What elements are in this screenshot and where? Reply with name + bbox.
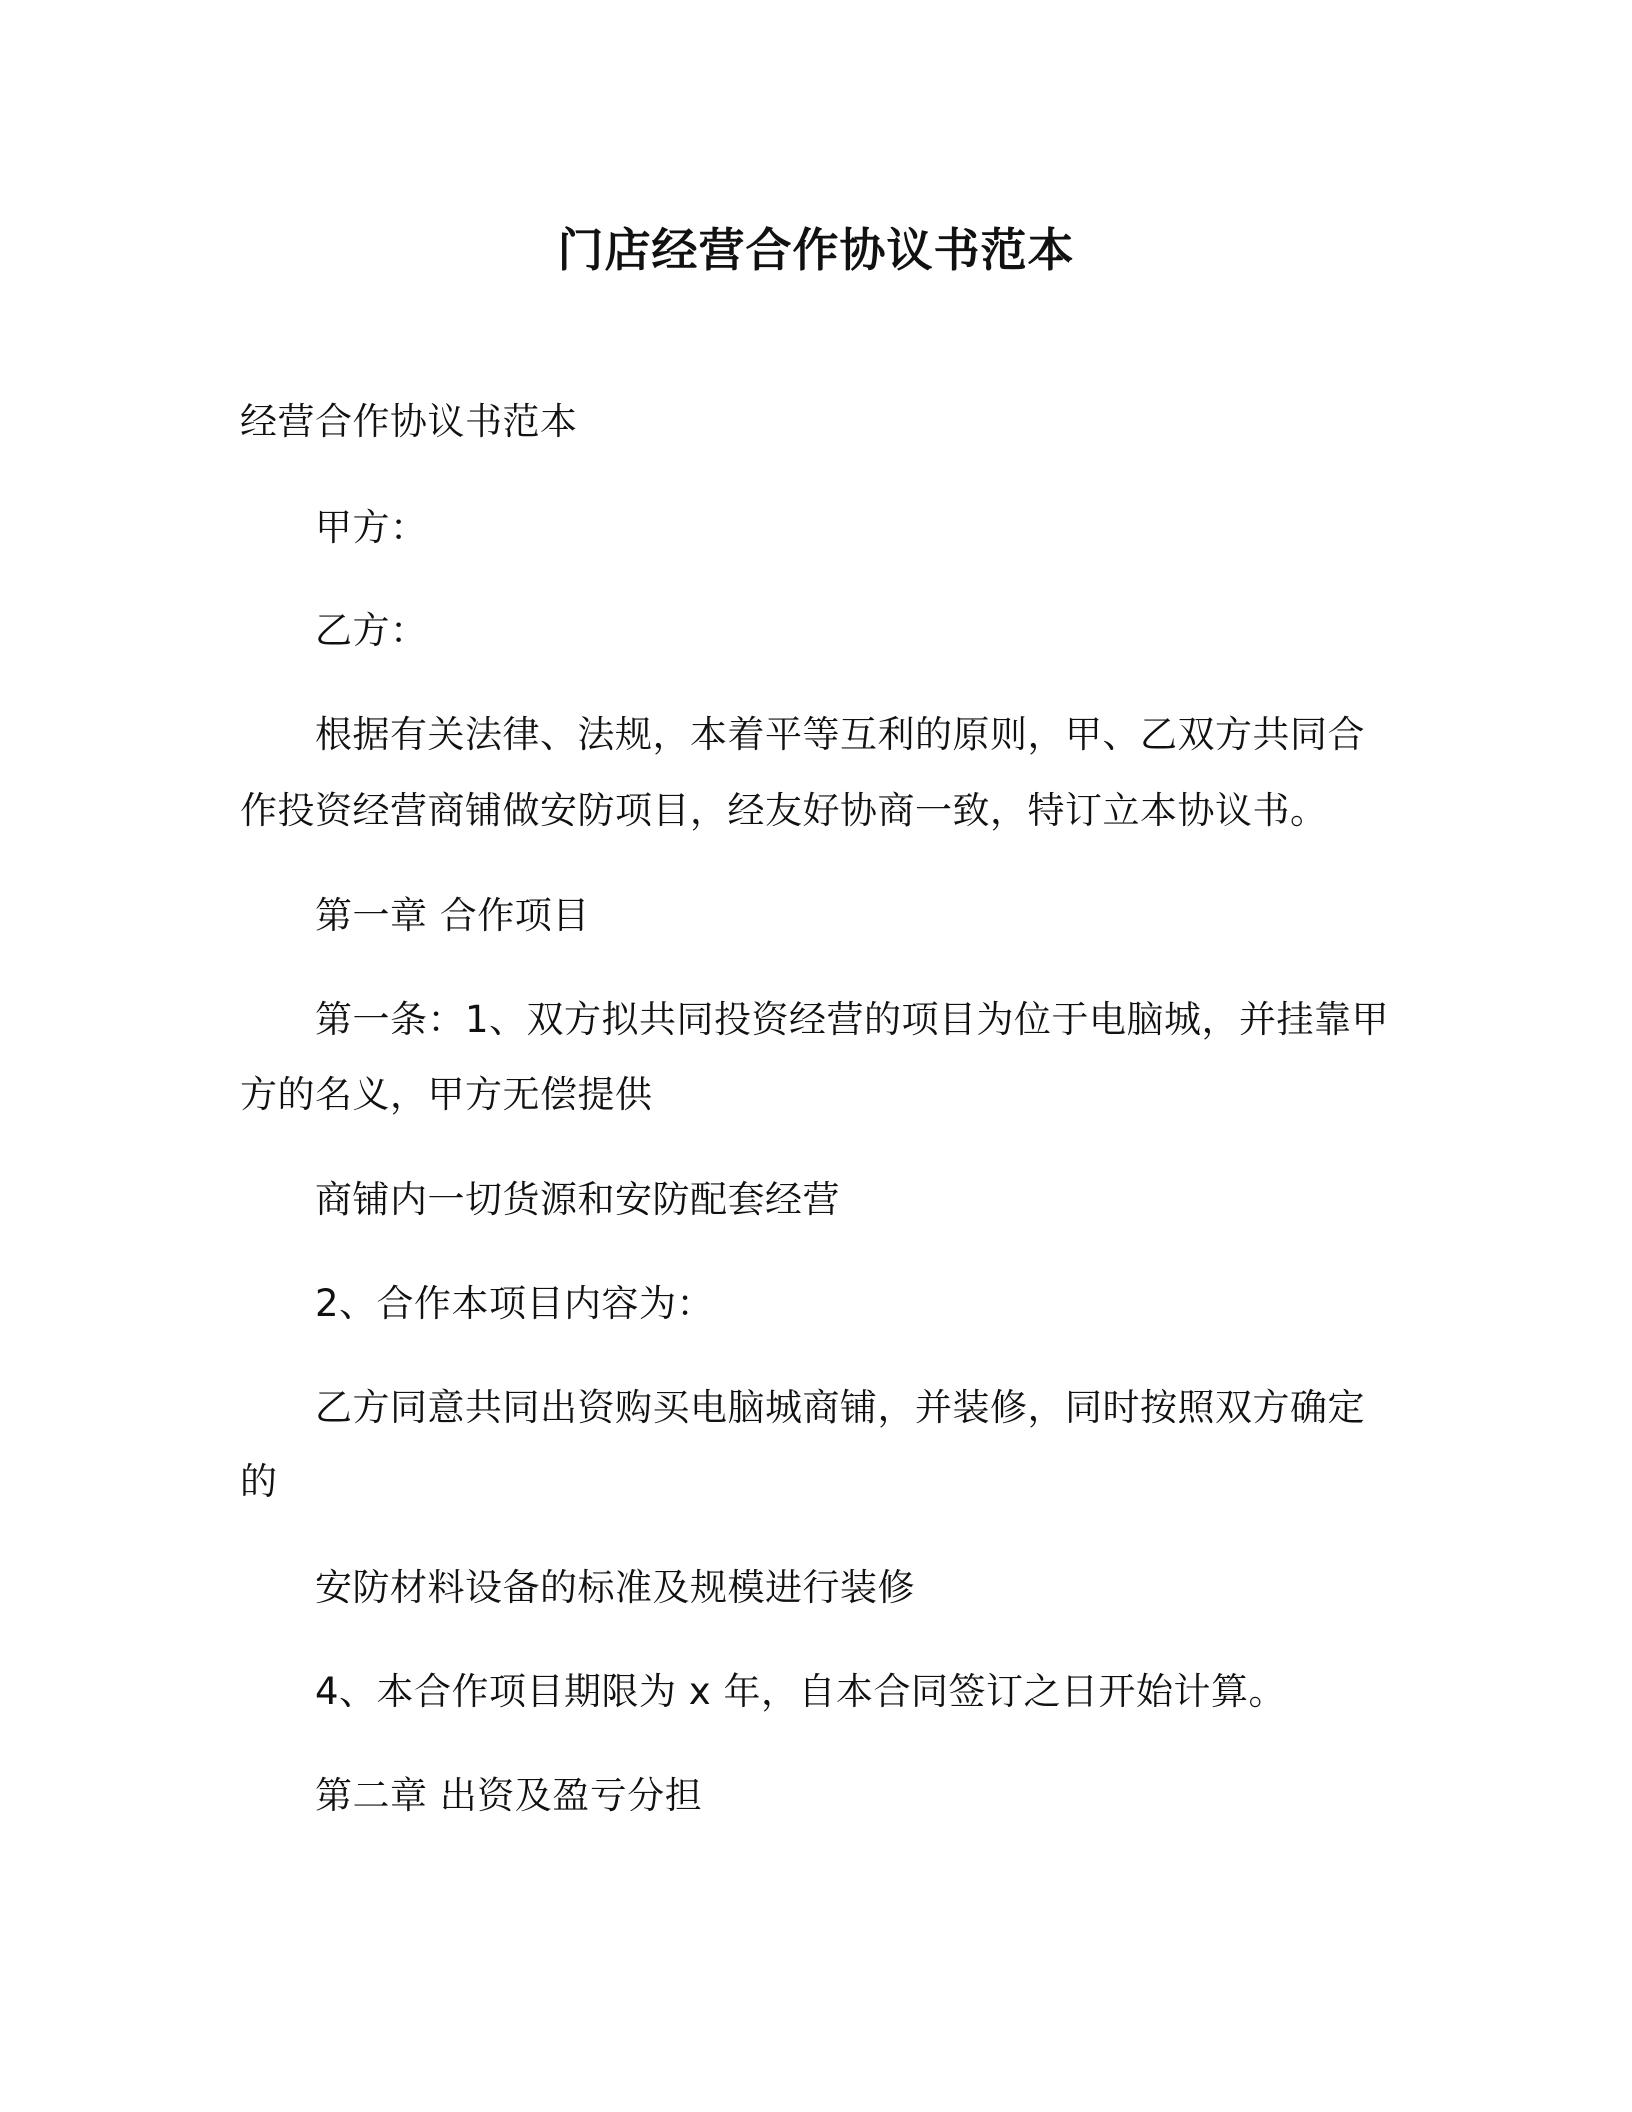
preamble-line-1: 根据有关法律、法规，本着平等互利的原则，甲、乙双方共同合 — [315, 713, 1365, 756]
party-b-line: 乙方： — [315, 609, 428, 652]
item-2-heading: 2、合作本项目内容为： — [315, 1282, 715, 1325]
document-title: 门店经营合作协议书范本 — [557, 223, 1075, 277]
item-2-line-3: 安防材料设备的标准及规模进行装修 — [315, 1566, 915, 1609]
item-2-line-1: 乙方同意共同出资购买电脑城商铺，并装修，同时按照双方确定 — [315, 1386, 1365, 1429]
chapter-2-heading: 第二章 出资及盈亏分担 — [315, 1774, 703, 1817]
article-1-line-1: 第一条：1、双方拟共同投资经营的项目为位于电脑城，并挂靠甲 — [315, 998, 1390, 1041]
subtitle-line: 经营合作协议书范本 — [240, 400, 578, 443]
party-a-line: 甲方： — [315, 506, 428, 549]
article-1-line-2: 方的名义，甲方无偿提供 — [240, 1073, 653, 1116]
chapter-1-heading: 第一章 合作项目 — [315, 894, 590, 937]
preamble-line-2: 作投资经营商铺做安防项目，经友好协商一致，特订立本协议书。 — [240, 789, 1328, 832]
item-2-line-2: 的 — [240, 1460, 278, 1503]
item-4-line: 4、本合作项目期限为 x 年，自本合同签订之日开始计算。 — [315, 1670, 1286, 1713]
article-1-line-3: 商铺内一切货源和安防配套经营 — [315, 1178, 840, 1221]
